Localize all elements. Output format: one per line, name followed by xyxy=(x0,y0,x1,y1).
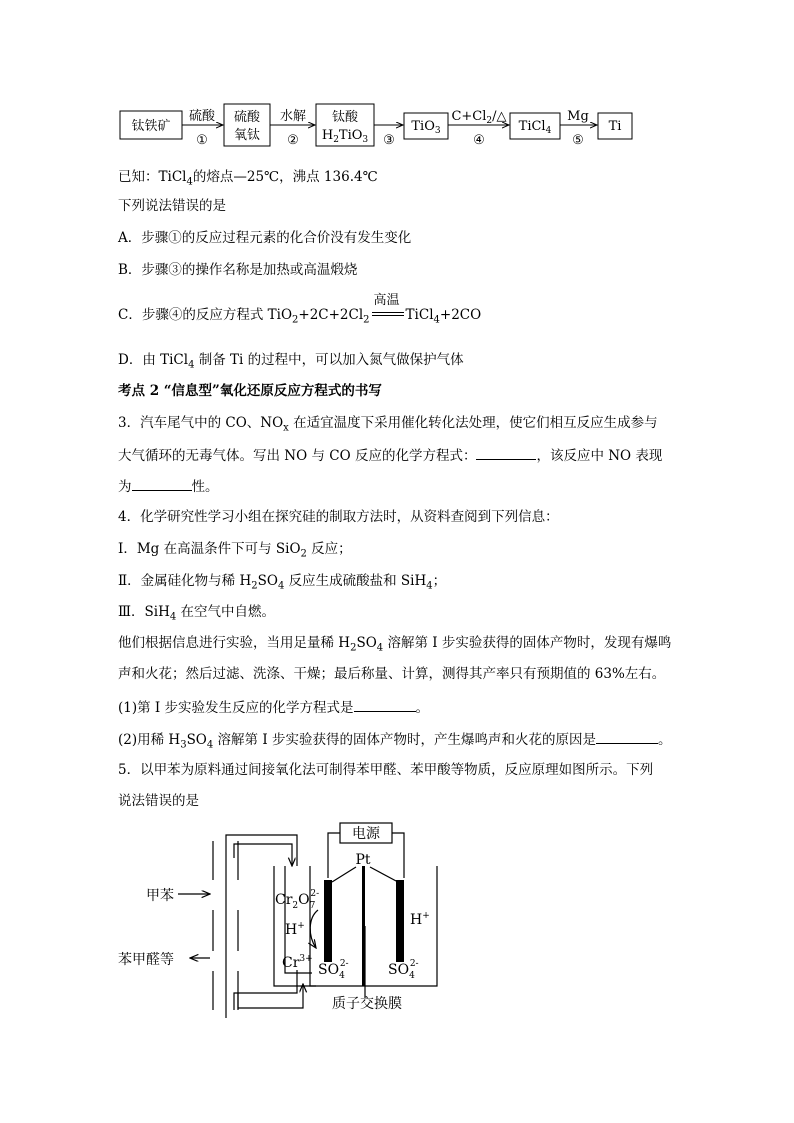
flow-arrow-2-reagent: 水解 xyxy=(279,109,307,124)
reaction-arrow xyxy=(310,910,318,948)
membrane-label: 质子交换膜 xyxy=(332,996,402,1012)
q4-subquestion-1: (1)第 I 步实验发生反应的化学方程式是 。 xyxy=(118,697,429,717)
section-title: 考点 2 “信息型”氧化还原反应方程式的书写 xyxy=(118,383,382,399)
q2-option-c: C．步骤④的反应方程式 $TiO_2+2C+2Cl_2$ 高温 TiCl$_4$+2CO xyxy=(118,293,482,326)
q4-info-3: Ⅲ．SiH$_4$ 在空气中自燃。 xyxy=(118,604,276,623)
q2-known-info: 已知：TiCl$_4$的熔点—25℃，沸点 136.4℃ xyxy=(118,169,378,188)
flow-arrow-1-reagent: 硫酸 xyxy=(188,109,216,124)
h-ion-left-label: H+ xyxy=(285,921,305,938)
wire-left xyxy=(328,833,340,878)
answer-blank[interactable] xyxy=(354,697,416,712)
flow-box-2-line2: 氧钛 xyxy=(233,128,261,143)
recirculation-pipe-bottom xyxy=(226,970,297,1018)
proton-exchange-membrane xyxy=(362,866,365,986)
flow-box-4-label: TiO$_3$ xyxy=(411,119,441,136)
flow-box-2-line1: 硫酸 xyxy=(233,110,261,125)
toluene-label: 甲苯 xyxy=(146,888,174,904)
q3-line3: 为 性。 xyxy=(118,476,219,496)
cr2o7-label: $Cr_2O_72-$ xyxy=(275,889,320,911)
flow-box-3-line2: $H_2TiO_3$ xyxy=(321,128,369,145)
q4-stem: 4．化学研究性学习小组在探究硅的制取方法时，从资料查阅到下列信息： xyxy=(118,509,559,525)
q2-option-b: B．步骤③的操作名称是加热或高温煅烧 xyxy=(118,262,358,278)
flow-box-1-label: 钛铁矿 xyxy=(131,119,171,134)
q4-info-1: I．Mg 在高温条件下可与 SiO$_2$ 反应； xyxy=(118,541,352,560)
power-supply-label: 电源 xyxy=(352,826,380,842)
sulfate-right-label: $SO_42-$ xyxy=(388,959,419,981)
q5-line1: 5．以甲苯为原料通过间接氧化法可制得苯甲醛、苯甲酸等物质，反应原理如图所示。下列 xyxy=(118,762,654,778)
q3-line2: 大气循环的无毒气体。写出 NO 与 CO 反应的化学方程式： ，该反应中 NO 表现 xyxy=(118,445,662,465)
wire-right xyxy=(392,833,404,878)
answer-blank[interactable] xyxy=(132,476,192,491)
q4-paragraph-line2: 声和火花；然后过滤、洗涤、干燥；最后称量、计算，测得其产率只有预期值的 63%左右。 xyxy=(118,666,666,682)
flow-arrow-3-step: ③ xyxy=(383,133,395,148)
flow-arrow-2-step: ② xyxy=(287,133,299,148)
reaction-condition: 高温 xyxy=(370,306,406,324)
reactor-column xyxy=(213,841,238,1010)
recirculation-pipe-top xyxy=(226,835,297,866)
q4-subquestion-2: (2)用稀 $H_3SO_4$ 溶解第 I 步实验获得的固体产物时，产生爆鸣声和火花的原因是 。 xyxy=(118,729,671,755)
sulfate-left-label: $SO_42-$ xyxy=(318,959,349,981)
q2-option-d: D．由 TiCl$_4$ 制备 Ti 的过程中，可以加入氮气做保护气体 xyxy=(118,352,464,371)
right-electrode xyxy=(396,880,404,962)
flow-arrow-4-reagent: $C+Cl_2/\triangle$ xyxy=(451,109,507,126)
cr3-ion-label: $Cr^{3+}$ xyxy=(282,954,313,971)
q4-info-2: Ⅱ．金属硅化物与稀 $H_2SO_4$ 反应生成硫酸盐和 SiH$_4$； xyxy=(118,573,447,592)
h-ion-right-label: H+ xyxy=(410,911,430,928)
left-electrode xyxy=(324,880,332,962)
process-flow-chart xyxy=(110,100,650,152)
benzaldehyde-label: 苯甲醛等 xyxy=(118,952,174,968)
flow-arrow-5-reagent: Mg xyxy=(567,109,589,124)
answer-blank[interactable] xyxy=(596,729,658,744)
electrolysis-diagram xyxy=(110,818,460,1018)
pt-label: Pt xyxy=(355,852,371,868)
flow-arrow-5-step: ⑤ xyxy=(572,133,584,148)
answer-blank[interactable] xyxy=(476,445,536,460)
q2-stem: 下列说法错误的是 xyxy=(118,198,226,214)
flow-box-5-label: TiCl$_4$ xyxy=(518,119,552,136)
flow-box-6-label: Ti xyxy=(608,119,622,134)
q5-line2: 说法错误的是 xyxy=(118,793,199,809)
flow-arrow-1-step: ① xyxy=(196,133,208,148)
flow-arrow-4-step: ④ xyxy=(473,133,485,148)
q3-line1: 3．汽车尾气中的 CO、$NO_x$ 在适宜温度下采用催化转化法处理，使它们相互反应生成参与 xyxy=(118,415,658,434)
flow-box-3-line1: 钛酸 xyxy=(331,110,359,125)
q4-paragraph-line1: 他们根据信息进行实验，当用足量稀 $H_2SO_4$ 溶解第 I 步实验获得的固体产物时，发现有爆鸣 xyxy=(118,635,672,654)
q2-option-a: A．步骤①的反应过程元素的化合价没有发生变化 xyxy=(118,230,412,246)
